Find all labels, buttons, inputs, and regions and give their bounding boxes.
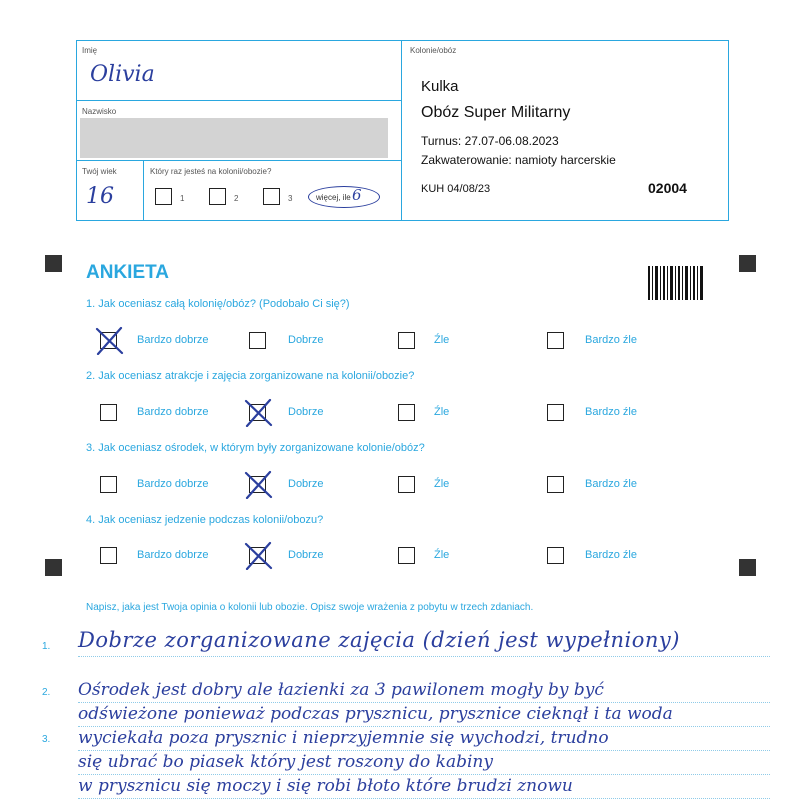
registration-marker: [45, 559, 62, 576]
question-2-checkbox-1[interactable]: [100, 404, 117, 421]
line-number-3: 3.: [42, 734, 51, 745]
question-1-option-label: Dobrze: [288, 334, 324, 346]
age-label: Twój wiek: [82, 167, 117, 176]
answer-text-line[interactable]: Dobrze zorganizowane zajęcia (dzień jest wypełniony): [78, 628, 680, 652]
header-row-line: [76, 100, 402, 101]
camp-turnus: Turnus: 27.07-06.08.2023: [421, 134, 559, 148]
answer-line: [78, 750, 770, 751]
answer-text-line[interactable]: się ubrać bo piasek który jest roszony do kabiny: [78, 752, 493, 772]
question-1-option-label: Źle: [434, 334, 450, 346]
answer-line: [78, 656, 770, 657]
times-checkbox-3[interactable]: [263, 188, 280, 205]
registration-marker: [739, 255, 756, 272]
question-1-option-label: Bardzo dobrze: [137, 334, 209, 346]
check-mark-icon: [243, 469, 273, 499]
times-option-1: 1: [180, 194, 185, 203]
question-2-checkbox-3[interactable]: [398, 404, 415, 421]
question-2-checkbox-4[interactable]: [547, 404, 564, 421]
header-col-line: [143, 160, 144, 220]
check-mark-icon: [94, 325, 124, 355]
question-4-option-label: Źle: [434, 549, 450, 561]
answer-line: [78, 702, 770, 703]
question-4-checkbox-3[interactable]: [398, 547, 415, 564]
name-value[interactable]: Olivia: [90, 62, 155, 87]
question-2-text: 2. Jak oceniasz atrakcje i zajęcia zorganizowane na kolonii/obozie?: [86, 370, 415, 382]
registration-marker: [739, 559, 756, 576]
question-3-checkbox-1[interactable]: [100, 476, 117, 493]
question-1-checkbox-2[interactable]: [249, 332, 266, 349]
check-mark-icon: [243, 397, 273, 427]
question-1-option-label: Bardzo źle: [585, 334, 637, 346]
age-value[interactable]: 16: [86, 184, 114, 209]
camp-code: KUH 04/08/23: [421, 183, 491, 195]
times-more-label: więcej, ile: [316, 193, 351, 202]
answer-line: [78, 798, 770, 799]
surname-label: Nazwisko: [82, 107, 117, 116]
question-4-option-label: Dobrze: [288, 549, 324, 561]
answer-text-line[interactable]: Ośrodek jest dobry ale łazienki za 3 pawilonem mogły by być: [78, 680, 604, 700]
form-number: 02004: [648, 180, 687, 196]
question-3-option-label: Źle: [434, 478, 450, 490]
check-mark-icon: [243, 540, 273, 570]
header-divider: [401, 40, 402, 220]
times-more-value[interactable]: 6: [352, 186, 362, 204]
times-label: Który raz jesteś na kolonii/obozie?: [150, 167, 272, 176]
question-3-checkbox-3[interactable]: [398, 476, 415, 493]
registration-marker: [45, 255, 62, 272]
question-4-checkbox-4[interactable]: [547, 547, 564, 564]
question-4-checkbox-1[interactable]: [100, 547, 117, 564]
question-3-text: 3. Jak oceniasz ośrodek, w którym były zorganizowane kolonie/obóz?: [86, 442, 425, 454]
question-2-option-label: Źle: [434, 406, 450, 418]
opinion-prompt: Napisz, jaka jest Twoja opinia o kolonii lub obozie. Opisz swoje wrażenia z pobytu w trzech zdaniach.: [86, 602, 534, 613]
header-row-line: [76, 160, 402, 161]
answer-text-line[interactable]: odświeżone ponieważ podczas prysznicu, prysznice cieknął i ta woda: [78, 704, 673, 724]
times-checkbox-1[interactable]: [155, 188, 172, 205]
line-number-2: 2.: [42, 687, 51, 698]
camp-title: Obóz Super Militarny: [421, 104, 571, 121]
barcode-icon: [648, 266, 704, 300]
question-1-text: 1. Jak oceniasz całą kolonię/obóz? (Podobało Ci się?): [86, 298, 350, 310]
question-2-option-label: Dobrze: [288, 406, 324, 418]
surname-redacted-field[interactable]: [80, 118, 388, 158]
question-4-option-label: Bardzo źle: [585, 549, 637, 561]
question-3-option-label: Dobrze: [288, 478, 324, 490]
name-label: Imię: [82, 46, 98, 55]
survey-title: ANKIETA: [86, 262, 170, 283]
times-checkbox-2[interactable]: [209, 188, 226, 205]
camp-accommodation: Zakwaterowanie: namioty harcerskie: [421, 153, 616, 167]
answer-line: [78, 726, 770, 727]
camp-label: Kolonie/obóz: [410, 46, 457, 55]
line-number-1: 1.: [42, 641, 51, 652]
camp-name: Kulka: [421, 78, 459, 95]
answer-text-line[interactable]: w prysznicu się moczy i się robi błoto które brudzi znowu: [78, 776, 573, 796]
times-option-2: 2: [234, 194, 239, 203]
times-option-3: 3: [288, 194, 293, 203]
question-2-option-label: Bardzo dobrze: [137, 406, 209, 418]
answer-line: [78, 774, 770, 775]
answer-text-line[interactable]: wyciekała poza prysznic i nieprzyjemnie się wychodzi, trudno: [78, 728, 609, 748]
question-1-checkbox-4[interactable]: [547, 332, 564, 349]
question-1-checkbox-3[interactable]: [398, 332, 415, 349]
question-3-checkbox-4[interactable]: [547, 476, 564, 493]
question-3-option-label: Bardzo źle: [585, 478, 637, 490]
question-4-option-label: Bardzo dobrze: [137, 549, 209, 561]
question-2-option-label: Bardzo źle: [585, 406, 637, 418]
question-3-option-label: Bardzo dobrze: [137, 478, 209, 490]
question-4-text: 4. Jak oceniasz jedzenie podczas kolonii/obozu?: [86, 514, 324, 526]
